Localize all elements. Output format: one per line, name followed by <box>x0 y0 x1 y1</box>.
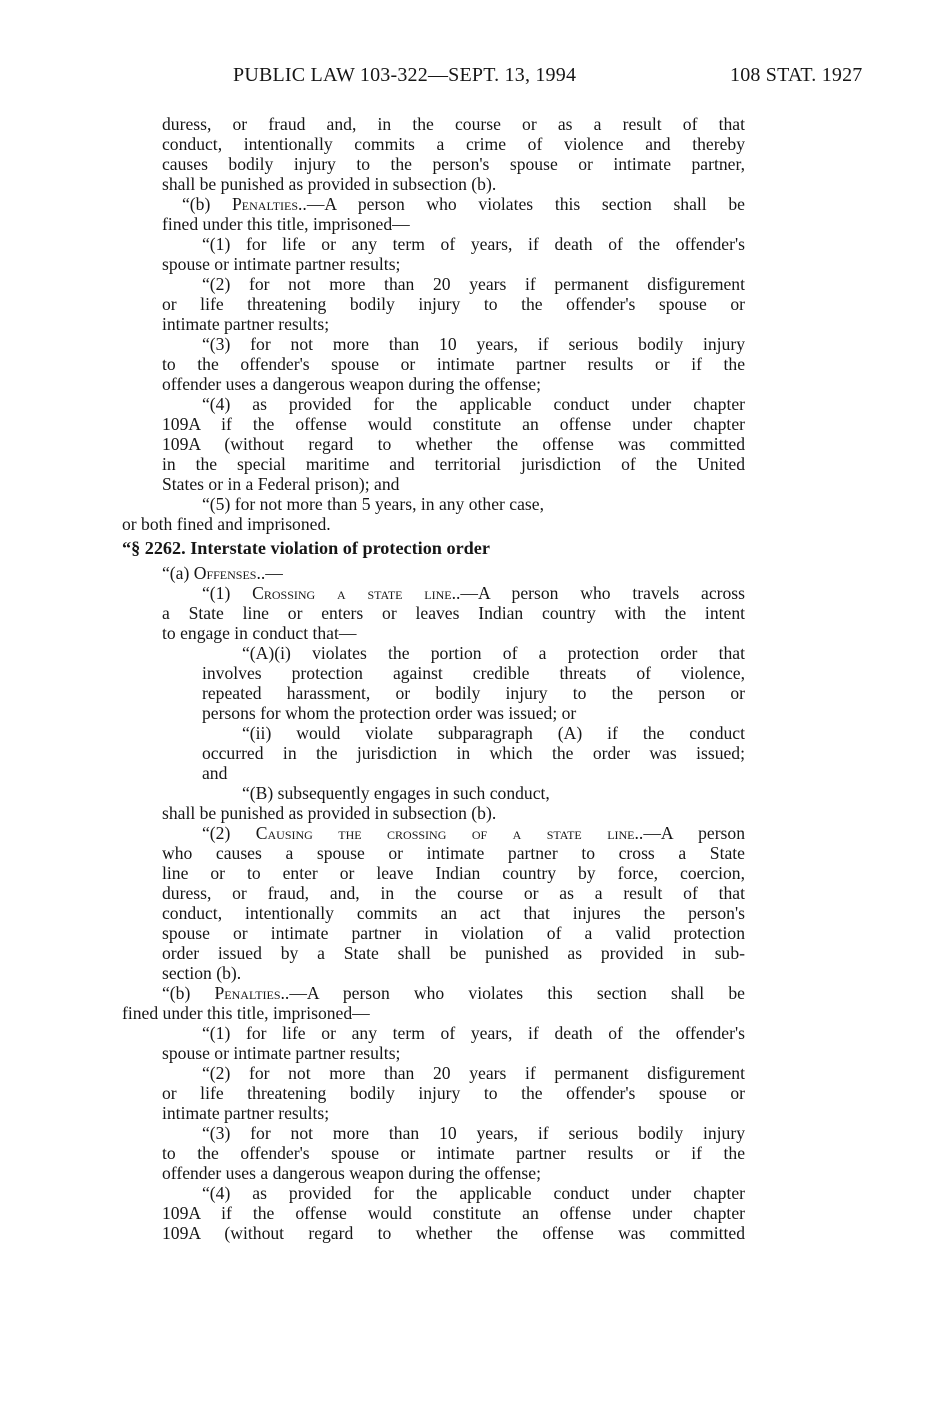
text-line: “(4) as provided for the applicable conduct under chapter <box>202 394 745 414</box>
text-line: or life threatening bodily injury to the offender's spouse or <box>162 1083 745 1103</box>
text-line: repeated harassment, or bodily injury to the person or <box>202 683 745 703</box>
text-line: 109A (without regard to whether the offense was committed <box>162 434 745 454</box>
text-line: spouse or intimate partner results; <box>162 254 401 274</box>
text-line: “(3) for not more than 10 years, if serious bodily injury <box>202 334 745 354</box>
text-line: “(1) Crossing a state line..—A person who travels across <box>202 583 745 603</box>
text-line: to the offender's spouse or intimate partner results or if the <box>162 354 745 374</box>
page-header <box>0 64 948 94</box>
text-line: in the special maritime and territorial jurisdiction of the United <box>162 454 745 474</box>
text-line: States or in a Federal prison); and <box>162 474 400 494</box>
statute-page-number: 108 STAT. 1927 <box>730 64 863 86</box>
text-line: fined under this title, imprisoned— <box>162 214 410 234</box>
small-caps-heading: rossing a state line. <box>263 583 457 603</box>
text-line: to engage in conduct that— <box>162 623 357 643</box>
small-caps-heading: enalties. <box>224 983 285 1003</box>
text-line: a State line or enters or leaves Indian country with the intent <box>162 603 745 623</box>
text-line: intimate partner results; <box>162 1103 330 1123</box>
text-line: line or to enter or leave Indian country by force, coercion, <box>162 863 745 883</box>
text-line: 109A (without regard to whether the offense was committed <box>162 1223 745 1243</box>
text-line: “(3) for not more than 10 years, if serious bodily injury <box>202 1123 745 1143</box>
text-line: duress, or fraud and, in the course or as a result of that <box>162 114 745 134</box>
text-line: “(A)(i) violates the portion of a protection order that <box>242 643 745 663</box>
section-heading: “§ 2262. Interstate violation of protection order <box>122 538 490 558</box>
text-line: “(2) for not more than 20 years if permanent disfigurement <box>202 1063 745 1083</box>
text-line: “(5) for not more than 5 years, in any other case, <box>202 494 544 514</box>
text-line: conduct, intentionally commits an act that injures the person's <box>162 903 745 923</box>
text-line: who causes a spouse or intimate partner to cross a State <box>162 843 745 863</box>
text-line: or life threatening bodily injury to the offender's spouse or <box>162 294 745 314</box>
text-line: intimate partner results; <box>162 314 330 334</box>
text-line: offender uses a dangerous weapon during the offense; <box>162 374 541 394</box>
text-line: “(b) Penalties..—A person who violates this section shall be <box>162 983 745 1003</box>
text-line: “(b) Penalties..—A person who violates this section shall be <box>182 194 745 214</box>
text-line: order issued by a State shall be punished as provided in sub- <box>162 943 745 963</box>
text-line: section (b). <box>162 963 242 983</box>
text-line: persons for whom the protection order was issued; or <box>202 703 577 723</box>
small-caps-heading: ffenses. <box>206 563 261 583</box>
text-line: “(B) subsequently engages in such conduct, <box>242 783 550 803</box>
text-line: “(1) for life or any term of years, if death of the offender's <box>202 234 745 254</box>
text-line: spouse or intimate partner results; <box>162 1043 401 1063</box>
text-line: “(2) for not more than 20 years if permanent disfigurement <box>202 274 745 294</box>
text-line: “(ii) would violate subparagraph (A) if the conduct <box>242 723 745 743</box>
text-line: 109A if the offense would constitute an offense under chapter <box>162 1203 745 1223</box>
text-line: involves protection against credible threats of violence, <box>202 663 745 683</box>
text-line: causes bodily injury to the person's spouse or intimate partner, <box>162 154 745 174</box>
running-title: PUBLIC LAW 103-322—SEPT. 13, 1994 <box>233 64 577 86</box>
text-line: 109A if the offense would constitute an offense under chapter <box>162 414 745 434</box>
text-line: shall be punished as provided in subsection (b). <box>162 174 497 194</box>
text-line: or both fined and imprisoned. <box>122 514 331 534</box>
text-line: shall be punished as provided in subsection (b). <box>162 803 497 823</box>
small-caps-heading: enalties. <box>241 194 303 214</box>
text-line: and <box>202 763 228 783</box>
text-line: fined under this title, imprisoned— <box>122 1003 370 1023</box>
text-line: conduct, intentionally commits a crime of violence and thereby <box>162 134 745 154</box>
text-line: spouse or intimate partner in violation of a valid protection <box>162 923 745 943</box>
small-caps-heading: ausing the crossing of a state line. <box>267 823 639 843</box>
text-line: “(1) for life or any term of years, if death of the offender's <box>202 1023 745 1043</box>
text-line: duress, or fraud, and, in the course or as a result of that <box>162 883 745 903</box>
text-line: occurred in the jurisdiction in which the order was issued; <box>202 743 745 763</box>
text-line: “(a) Offenses..— <box>162 563 283 583</box>
text-line: offender uses a dangerous weapon during the offense; <box>162 1163 541 1183</box>
text-line: “(2) Causing the crossing of a state line..—A person <box>202 823 745 843</box>
text-line: to the offender's spouse or intimate partner results or if the <box>162 1143 745 1163</box>
text-line: “(4) as provided for the applicable conduct under chapter <box>202 1183 745 1203</box>
